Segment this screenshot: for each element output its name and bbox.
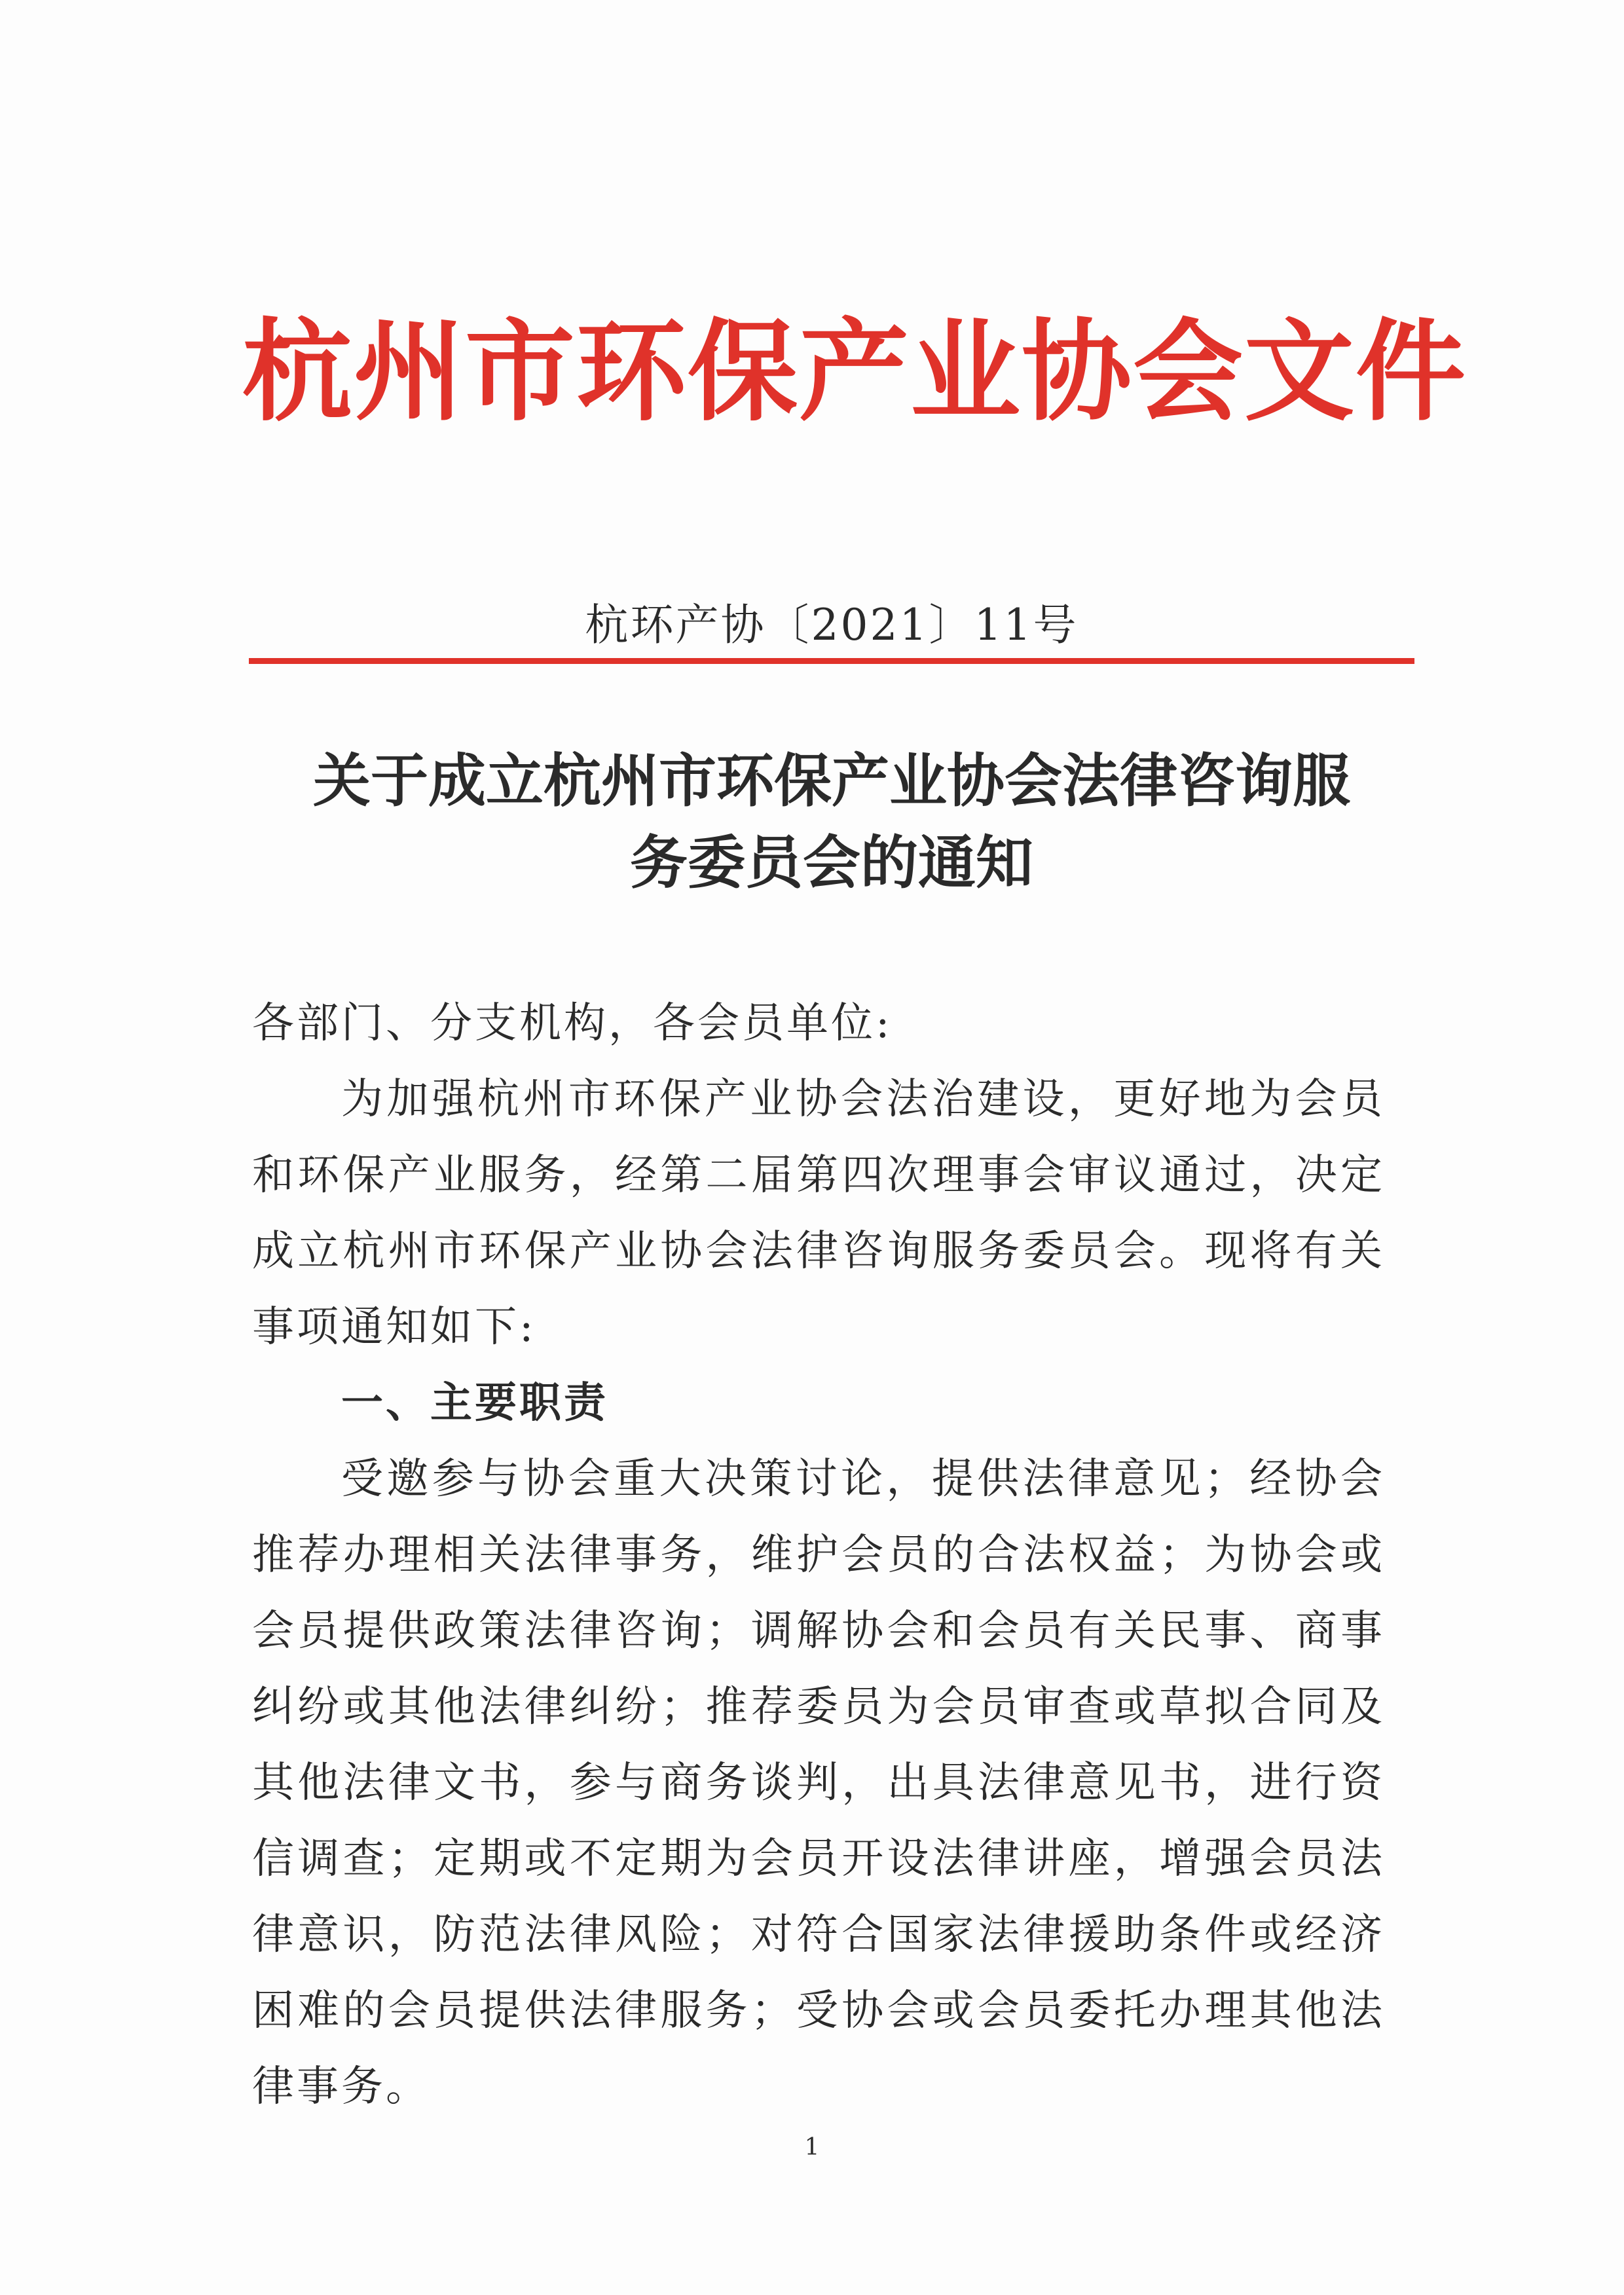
page-number: 1 bbox=[804, 2134, 820, 2161]
notice-title bbox=[249, 740, 1414, 904]
title-line-2: 务委员会的通知 bbox=[629, 828, 1033, 896]
section-heading-duties: 一、主要职责 bbox=[341, 1379, 608, 1427]
salutation: 各部门、分支机构，各会员单位: bbox=[252, 999, 893, 1048]
red-divider-line bbox=[249, 658, 1414, 664]
masthead-title: 杭州市环保产业协会文件 bbox=[242, 308, 1467, 436]
duties-paragraph: 受邀参与协会重大决策讨论，提供法律意见；经协会推荐办理相关法律事务，维护会员的合法权益；为协会或会员提供政策法律咨询；调解协会和会员有关民事、商事纠纷或其他法律纠纷；推荐委员为会员审查或草拟合同及其他法律文书，参与商务谈判，出具法律意见书，进行资信调查；定期或不定期为会员开设法律讲座，增强会员法律意识，防范法律风险；对符合国家法律援助条件或经济困难的会员提供法律服务；受协会或会员委托办理其他法律事务。 bbox=[252, 1455, 1385, 2111]
document-number: 杭环产协〔2021〕11号 bbox=[585, 600, 1079, 650]
notice-body bbox=[252, 985, 1385, 2125]
intro-paragraph: 为加强杭州市环保产业协会法治建设，更好地为会员和环保产业服务，经第二届第四次理事会审议通过，决定成立杭州市环保产业协会法律咨询服务委员会。现将有关事项通知如下: bbox=[252, 1075, 1385, 1351]
title-line-1: 关于成立杭州市环保产业协会法律咨询服 bbox=[312, 746, 1350, 815]
